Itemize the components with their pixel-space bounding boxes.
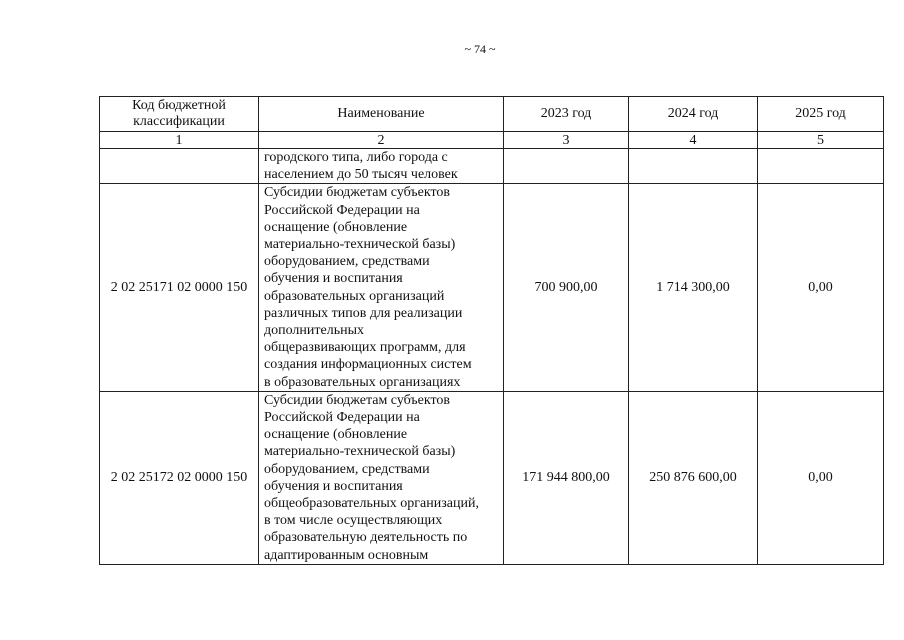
row-name: Субсидии бюджетам субъектов Российской Федерации на оснащение (обновление материально-технической базы) оборудованием, средствами обучения и воспитания общеобразовательных организаций, в том числе осуществляющих образовательную деятельность по адаптированным основным (259, 391, 504, 564)
table-row (100, 391, 884, 564)
column-number: 4 (629, 132, 758, 149)
row-name: городского типа, либо города с населением до 50 тысяч человек (259, 149, 504, 184)
page-number: ~ 74 ~ (464, 42, 496, 56)
table-header-row (100, 97, 884, 132)
row-amount-2023: 171 944 800,00 (504, 391, 629, 564)
row-amount-2023: 700 900,00 (504, 184, 629, 391)
row-code (100, 149, 259, 184)
row-amount-2023 (504, 149, 629, 184)
column-number: 3 (504, 132, 629, 149)
header-2025: 2025 год (758, 97, 884, 132)
row-amount-2025: 0,00 (758, 391, 884, 564)
column-number-row (100, 132, 884, 149)
row-amount-2025 (758, 149, 884, 184)
table-row (100, 149, 884, 184)
row-code: 2 02 25171 02 0000 150 (100, 184, 259, 391)
row-amount-2025: 0,00 (758, 184, 884, 391)
budget-table (99, 96, 884, 565)
header-2024: 2024 год (629, 97, 758, 132)
table-row (100, 184, 884, 391)
header-name: Наименование (259, 97, 504, 132)
row-code: 2 02 25172 02 0000 150 (100, 391, 259, 564)
row-amount-2024 (629, 149, 758, 184)
column-number: 5 (758, 132, 884, 149)
row-amount-2024: 250 876 600,00 (629, 391, 758, 564)
row-name: Субсидии бюджетам субъектов Российской Федерации на оснащение (обновление материально-технической базы) оборудованием, средствами обучения и воспитания образовательных организаций различных типов для реализации дополнительных общеразвивающих программ, для создания информационных систем в образовательных организациях (259, 184, 504, 391)
header-code: Код бюджетной классификации (100, 97, 259, 132)
column-number: 1 (100, 132, 259, 149)
row-amount-2024: 1 714 300,00 (629, 184, 758, 391)
header-2023: 2023 год (504, 97, 629, 132)
column-number: 2 (259, 132, 504, 149)
